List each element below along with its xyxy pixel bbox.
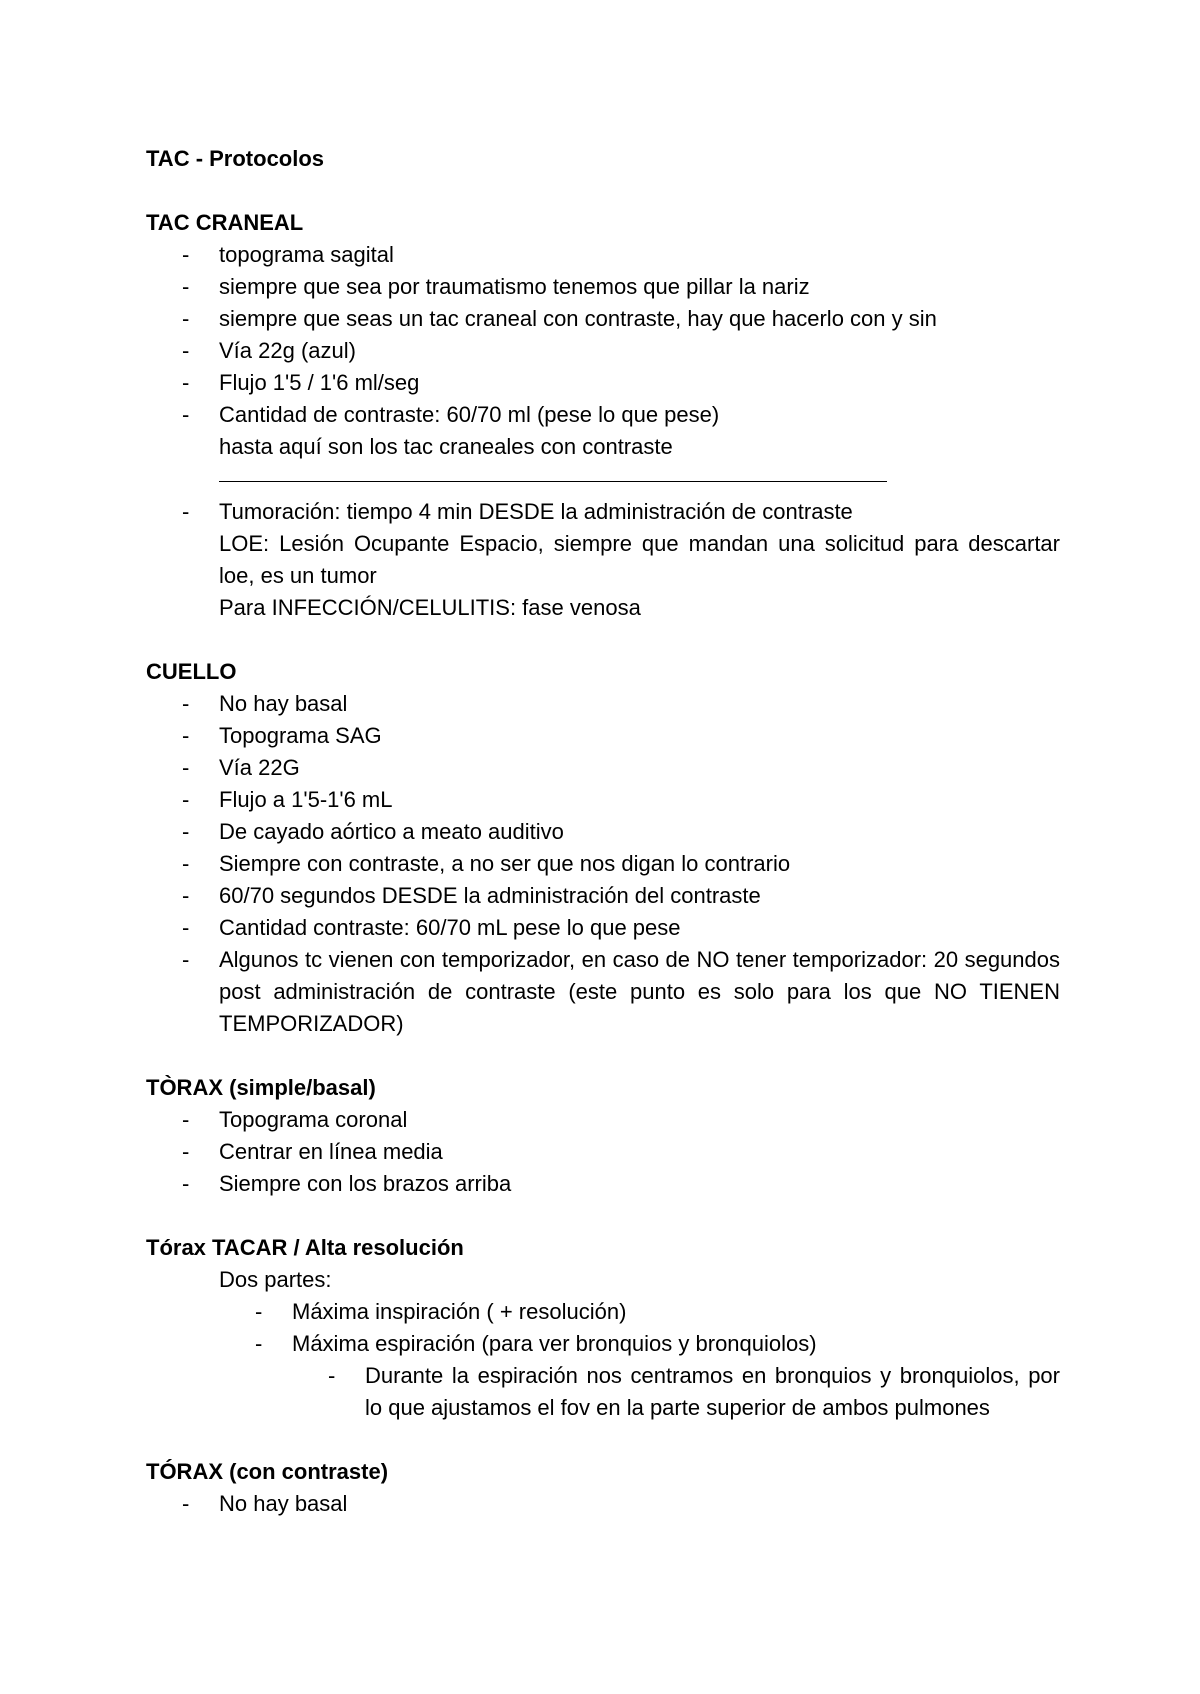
list-item xyxy=(146,784,1060,816)
list-item-text: Flujo 1'5 / 1'6 ml/seg xyxy=(219,370,420,395)
list-item xyxy=(146,1328,1060,1360)
list-item xyxy=(146,848,1060,880)
intro-text: Dos partes: xyxy=(219,1267,332,1292)
bullet-dash: - xyxy=(182,499,190,524)
list-item xyxy=(146,816,1060,848)
list-item xyxy=(146,1296,1060,1328)
section-heading: CUELLO xyxy=(146,659,237,684)
list-item-text: topograma sagital xyxy=(219,242,394,267)
bullet-dash: - xyxy=(182,402,190,427)
bullet-dash: - xyxy=(182,819,190,844)
list-item-text: De cayado aórtico a meato auditivo xyxy=(219,819,564,844)
section-cuello xyxy=(146,656,1060,1040)
horizontal-rule xyxy=(219,463,887,482)
list-item xyxy=(146,1488,1060,1520)
bullet-dash: - xyxy=(182,1107,190,1132)
list-item xyxy=(146,303,1060,335)
list-item xyxy=(146,335,1060,367)
section-heading: TÒRAX (simple/basal) xyxy=(146,1075,376,1100)
note-text: hasta aquí son los tac craneales con contraste xyxy=(219,434,673,459)
bullet-dash: - xyxy=(182,723,190,748)
bullet-dash: - xyxy=(182,883,190,908)
separator-wrapper xyxy=(146,463,1060,482)
section-torax-tacar xyxy=(146,1232,1060,1424)
list-item xyxy=(146,1168,1060,1200)
document-body xyxy=(146,143,1060,1552)
bullet-dash: - xyxy=(255,1331,263,1356)
list-item xyxy=(146,239,1060,271)
list-item xyxy=(146,688,1060,720)
list-item-text: No hay basal xyxy=(219,691,348,716)
list-item-text: Vía 22g (azul) xyxy=(219,338,356,363)
bullet-dash: - xyxy=(182,947,190,972)
bullet-dash: - xyxy=(182,338,190,363)
list-item xyxy=(146,399,1060,431)
bullet-dash: - xyxy=(182,274,190,299)
list-item-text: Flujo a 1'5-1'6 mL xyxy=(219,787,393,812)
section-heading: TÓRAX (con contraste) xyxy=(146,1459,389,1484)
list-item xyxy=(146,367,1060,399)
list-item xyxy=(146,944,1060,1040)
bullet-dash: - xyxy=(182,1171,190,1196)
section-tac-craneal xyxy=(146,207,1060,624)
infeccion-text: Para INFECCIÓN/CELULITIS: fase venosa xyxy=(219,595,641,620)
document-title: TAC - Protocolos xyxy=(146,146,325,171)
bullet-dash: - xyxy=(328,1363,336,1388)
list-item xyxy=(146,912,1060,944)
list-item-text: Algunos tc vienen con temporizador, en caso de NO tener temporizador: 20 segundos post administración de contraste (este punto es solo para los que NO TIENEN TEMPORIZADOR) xyxy=(219,947,1060,1036)
bullet-dash: - xyxy=(182,1139,190,1164)
bullet-dash: - xyxy=(182,915,190,940)
list-subitem xyxy=(146,1360,1060,1424)
bullet-dash: - xyxy=(182,370,190,395)
bullet-dash: - xyxy=(182,306,190,331)
loe-text: LOE: Lesión Ocupante Espacio, siempre que mandan una solicitud para descartar loe, es un tumor xyxy=(219,531,1060,588)
section-torax-simple xyxy=(146,1072,1060,1200)
list-item xyxy=(146,271,1060,303)
list-item-text: Topograma SAG xyxy=(219,723,382,748)
bullet-dash: - xyxy=(182,242,190,267)
list-item xyxy=(146,720,1060,752)
list-item-text: Centrar en línea media xyxy=(219,1139,443,1164)
section-heading: Tórax TACAR / Alta resolución xyxy=(146,1235,464,1260)
list-item xyxy=(146,880,1060,912)
list-item-text: Cantidad de contraste: 60/70 ml (pese lo que pese) xyxy=(219,402,720,427)
section-torax-contraste xyxy=(146,1456,1060,1520)
bullet-dash: - xyxy=(182,851,190,876)
bullet-dash: - xyxy=(182,787,190,812)
bullet-dash: - xyxy=(182,1491,190,1516)
list-item-text: Siempre con los brazos arriba xyxy=(219,1171,512,1196)
list-item-text: Tumoración: tiempo 4 min DESDE la administración de contraste xyxy=(219,499,853,524)
list-item-text: siempre que seas un tac craneal con contraste, hay que hacerlo con y sin xyxy=(219,306,937,331)
list-item-text: Topograma coronal xyxy=(219,1107,408,1132)
list-item-text: 60/70 segundos DESDE la administración del contraste xyxy=(219,883,761,908)
list-item-text: siempre que sea por traumatismo tenemos que pillar la nariz xyxy=(219,274,810,299)
section-heading: TAC CRANEAL xyxy=(146,210,304,235)
list-item-text: Siempre con contraste, a no ser que nos digan lo contrario xyxy=(219,851,791,876)
list-item-text: Vía 22G xyxy=(219,755,300,780)
bullet-dash: - xyxy=(182,755,190,780)
list-item xyxy=(146,496,1060,528)
list-item-text: Durante la espiración nos centramos en bronquios y bronquiolos, por lo que ajustamos el fov en la parte superior de ambos pulmones xyxy=(365,1363,1060,1420)
list-item-text: No hay basal xyxy=(219,1491,348,1516)
list-item-text: Máxima inspiración ( + resolución) xyxy=(292,1299,627,1324)
bullet-dash: - xyxy=(182,691,190,716)
bullet-dash: - xyxy=(255,1299,263,1324)
list-item-text: Máxima espiración (para ver bronquios y bronquiolos) xyxy=(292,1331,817,1356)
list-item-text: Cantidad contraste: 60/70 mL pese lo que pese xyxy=(219,915,681,940)
list-item xyxy=(146,1104,1060,1136)
list-item xyxy=(146,1136,1060,1168)
list-item xyxy=(146,752,1060,784)
